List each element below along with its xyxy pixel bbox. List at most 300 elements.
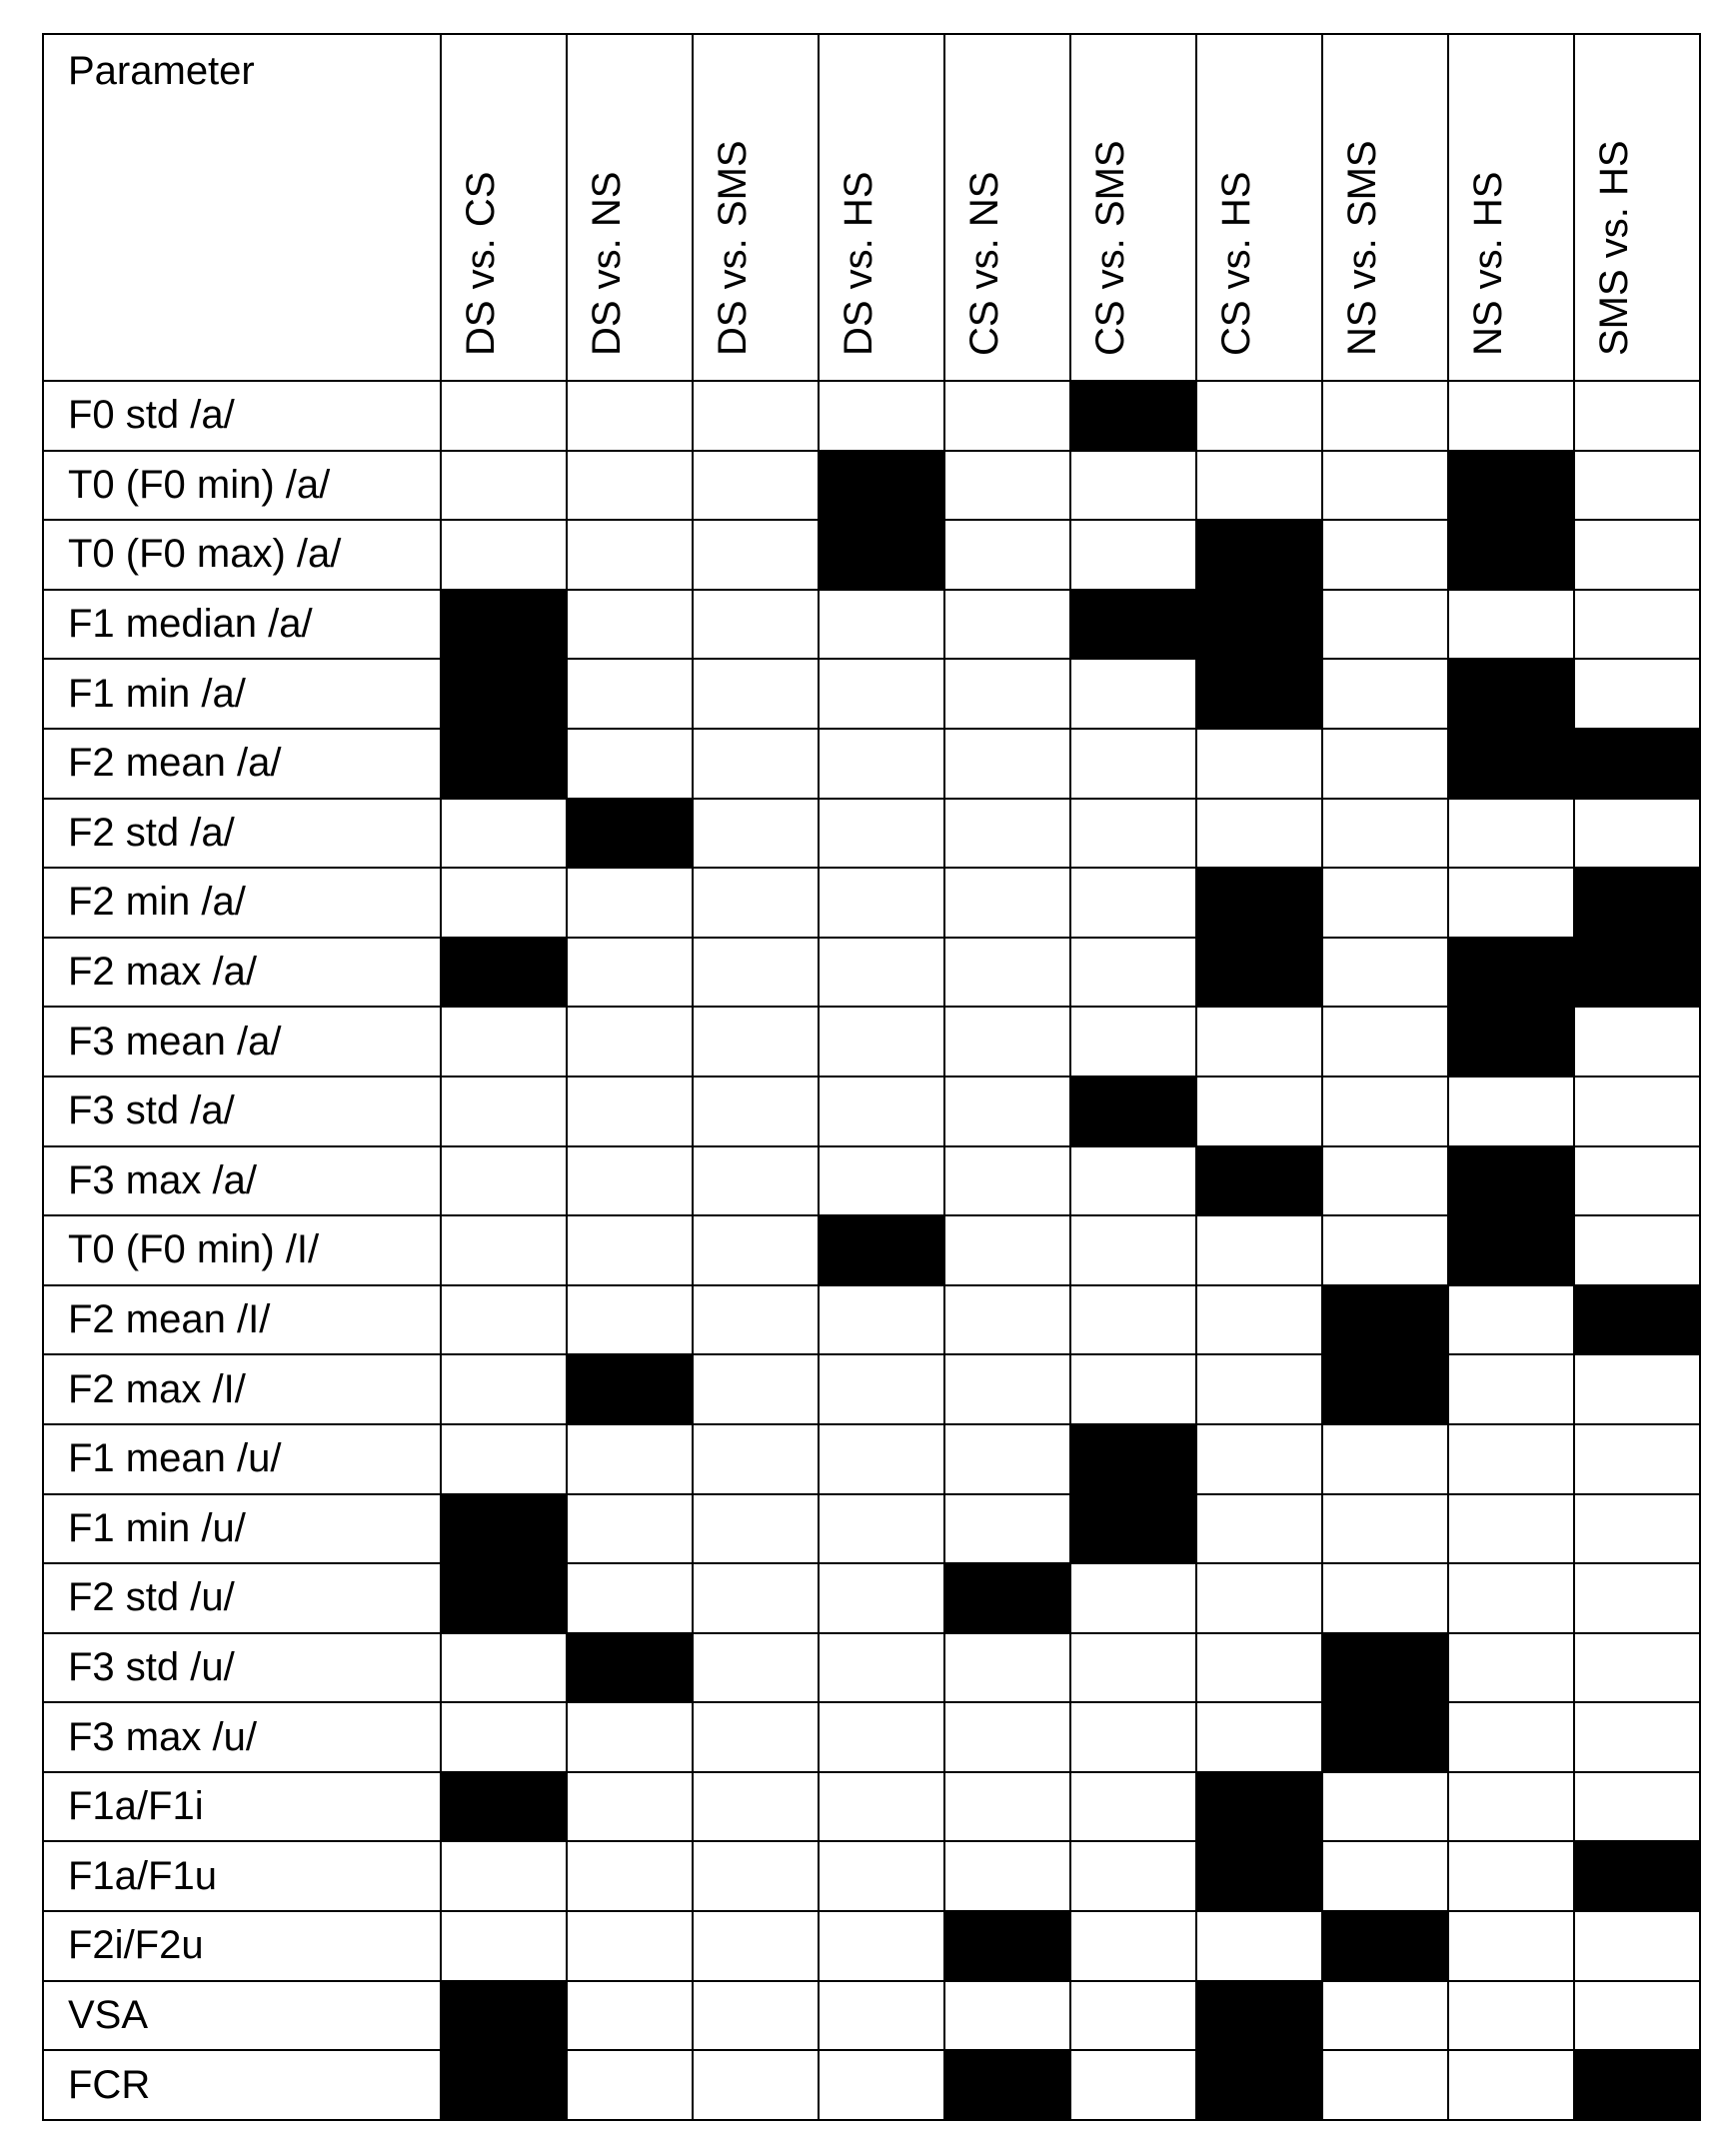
empty-cell [567,1702,693,1772]
empty-cell [1574,799,1700,869]
significant-cell [1196,938,1322,1008]
row-label: F2 mean /a/ [43,729,441,799]
table-row [43,659,1700,729]
column-header [1322,34,1448,381]
empty-cell [1574,1633,1700,1703]
empty-cell [944,1633,1070,1703]
empty-cell [693,1702,819,1772]
empty-cell [1322,1077,1448,1146]
empty-cell [1322,451,1448,521]
significant-cell [1196,1981,1322,2051]
empty-cell [693,1077,819,1146]
empty-cell [441,520,567,590]
significant-cell [441,729,567,799]
significant-cell [1322,1354,1448,1424]
empty-cell [944,1354,1070,1424]
significant-cell [1322,1702,1448,1772]
parameter-header: Parameter [43,34,441,381]
row-label: F2 mean /I/ [43,1285,441,1355]
significant-cell [1574,938,1700,1008]
empty-cell [819,1007,944,1077]
empty-cell [944,1077,1070,1146]
empty-cell [1070,1285,1196,1355]
empty-cell [441,1702,567,1772]
empty-cell [1448,1354,1574,1424]
empty-cell [1322,2050,1448,2120]
empty-cell [1196,1215,1322,1285]
empty-cell [819,1772,944,1842]
significant-cell [944,1563,1070,1633]
table-row [43,729,1700,799]
empty-cell [1448,1494,1574,1564]
table-row [43,1772,1700,1842]
row-label: F1 median /a/ [43,590,441,660]
empty-cell [441,1424,567,1494]
significant-cell [1322,1285,1448,1355]
empty-cell [693,1354,819,1424]
empty-cell [1322,868,1448,938]
empty-cell [1196,1702,1322,1772]
empty-cell [693,1424,819,1494]
empty-cell [1448,1563,1574,1633]
empty-cell [441,1911,567,1981]
significant-cell [1448,1215,1574,1285]
significant-cell [1448,451,1574,521]
row-label: F1a/F1i [43,1772,441,1842]
column-header [693,34,819,381]
empty-cell [1574,1981,1700,2051]
table-row [43,1354,1700,1424]
empty-cell [567,1563,693,1633]
empty-cell [1070,868,1196,938]
empty-cell [567,1911,693,1981]
column-header-label: CS vs. NS [962,171,1006,356]
row-label: F3 max /a/ [43,1146,441,1216]
empty-cell [1196,1354,1322,1424]
significant-cell [441,1563,567,1633]
row-label: F2 min /a/ [43,868,441,938]
empty-cell [1196,381,1322,451]
significant-cell [1322,1911,1448,1981]
empty-cell [1322,1007,1448,1077]
empty-cell [1322,1146,1448,1216]
empty-cell [944,659,1070,729]
significant-cell [1196,590,1322,660]
empty-cell [441,381,567,451]
empty-cell [1448,1981,1574,2051]
empty-cell [1196,1494,1322,1564]
significant-cell [1574,729,1700,799]
empty-cell [1574,1494,1700,1564]
empty-cell [944,1285,1070,1355]
empty-cell [693,1285,819,1355]
empty-cell [944,1215,1070,1285]
empty-cell [1574,451,1700,521]
column-header-label: DS vs. SMS [711,140,755,356]
empty-cell [1196,1424,1322,1494]
empty-cell [1448,1911,1574,1981]
row-label: F2 std /a/ [43,799,441,869]
empty-cell [1574,659,1700,729]
empty-cell [1448,590,1574,660]
empty-cell [1574,1215,1700,1285]
column-header-label: CS vs. HS [1214,171,1258,356]
table-row [43,938,1700,1008]
column-header-label: CS vs. SMS [1088,140,1132,356]
empty-cell [567,659,693,729]
empty-cell [567,729,693,799]
empty-cell [819,1702,944,1772]
significant-cell [1196,2050,1322,2120]
empty-cell [819,1841,944,1911]
column-header [819,34,944,381]
empty-cell [944,1424,1070,1494]
significant-cell [1574,1285,1700,1355]
column-header-label: DS vs. NS [585,171,629,356]
empty-cell [693,1146,819,1216]
empty-cell [1322,1841,1448,1911]
significant-cell [1574,1841,1700,1911]
empty-cell [1448,1841,1574,1911]
significant-cell [1448,659,1574,729]
empty-cell [819,868,944,938]
empty-cell [693,381,819,451]
significant-cell [441,659,567,729]
table-row [43,1702,1700,1772]
significant-cell [1574,868,1700,938]
empty-cell [693,1215,819,1285]
empty-cell [819,2050,944,2120]
column-header [1070,34,1196,381]
column-header [944,34,1070,381]
row-label: F0 std /a/ [43,381,441,451]
empty-cell [1070,451,1196,521]
significant-cell [1448,729,1574,799]
empty-cell [1322,799,1448,869]
significant-cell [1448,938,1574,1008]
table-row [43,2050,1700,2120]
empty-cell [693,1494,819,1564]
row-label: T0 (F0 min) /I/ [43,1215,441,1285]
table-row [43,1285,1700,1355]
significant-cell [1070,1494,1196,1564]
table-row [43,1633,1700,1703]
empty-cell [1322,938,1448,1008]
significant-cell [567,1354,693,1424]
empty-cell [819,1354,944,1424]
column-header-label: NS vs. HS [1466,171,1510,356]
row-label: F2 max /a/ [43,938,441,1008]
table-row [43,1494,1700,1564]
empty-cell [944,938,1070,1008]
empty-cell [567,451,693,521]
significant-cell [441,590,567,660]
table-row [43,1146,1700,1216]
empty-cell [819,1563,944,1633]
empty-cell [693,729,819,799]
empty-cell [1322,590,1448,660]
significant-cell [1070,590,1196,660]
empty-cell [944,1007,1070,1077]
empty-cell [567,1494,693,1564]
empty-cell [567,381,693,451]
empty-cell [567,1077,693,1146]
significant-cell [819,520,944,590]
empty-cell [1448,1772,1574,1842]
empty-cell [1448,381,1574,451]
row-label: F3 max /u/ [43,1702,441,1772]
significant-cell [819,451,944,521]
row-label: F3 std /a/ [43,1077,441,1146]
row-label: F1a/F1u [43,1841,441,1911]
empty-cell [1322,1563,1448,1633]
empty-cell [944,1772,1070,1842]
empty-cell [1196,1077,1322,1146]
table-row [43,1563,1700,1633]
empty-cell [1070,1146,1196,1216]
empty-cell [567,1841,693,1911]
empty-cell [1574,590,1700,660]
empty-cell [1070,2050,1196,2120]
column-header-label: NS vs. SMS [1340,140,1384,356]
significant-cell [1322,1633,1448,1703]
empty-cell [1574,381,1700,451]
empty-cell [944,451,1070,521]
significant-cell [1196,1146,1322,1216]
significant-cell [1070,1077,1196,1146]
empty-cell [1448,799,1574,869]
significant-cell [944,2050,1070,2120]
table-row [43,1424,1700,1494]
empty-cell [1574,1007,1700,1077]
empty-cell [441,1633,567,1703]
row-label: F2i/F2u [43,1911,441,1981]
empty-cell [944,1841,1070,1911]
significant-cell [1448,1146,1574,1216]
empty-cell [944,1494,1070,1564]
table-row [43,1981,1700,2051]
empty-cell [1070,938,1196,1008]
table-row [43,1911,1700,1981]
empty-cell [819,1633,944,1703]
empty-cell [819,381,944,451]
empty-cell [693,2050,819,2120]
empty-cell [1322,1494,1448,1564]
empty-cell [1574,1077,1700,1146]
row-label: F3 std /u/ [43,1633,441,1703]
empty-cell [1196,1007,1322,1077]
column-header [441,34,567,381]
empty-cell [819,1911,944,1981]
empty-cell [567,1981,693,2051]
significant-cell [567,1633,693,1703]
significant-cell [1448,520,1574,590]
empty-cell [819,799,944,869]
significant-cell [441,1981,567,2051]
empty-cell [1196,729,1322,799]
row-label: F1 mean /u/ [43,1424,441,1494]
empty-cell [944,799,1070,869]
row-label: F3 mean /a/ [43,1007,441,1077]
empty-cell [944,868,1070,938]
significant-cell [1196,659,1322,729]
column-header-label: DS vs. HS [837,171,880,356]
significant-cell [1196,1772,1322,1842]
empty-cell [441,451,567,521]
empty-cell [1070,659,1196,729]
empty-cell [1448,1424,1574,1494]
significant-cell [441,1494,567,1564]
empty-cell [1070,1702,1196,1772]
empty-cell [693,520,819,590]
table-row [43,451,1700,521]
empty-cell [819,1424,944,1494]
empty-cell [944,729,1070,799]
empty-cell [819,1077,944,1146]
empty-cell [1196,451,1322,521]
significant-cell [944,1911,1070,1981]
empty-cell [693,659,819,729]
table-row [43,799,1700,869]
empty-cell [441,1215,567,1285]
table-row [43,868,1700,938]
significant-cell [567,799,693,869]
empty-cell [567,868,693,938]
empty-cell [1322,1215,1448,1285]
empty-cell [693,1981,819,2051]
empty-cell [1322,1981,1448,2051]
table-row [43,1007,1700,1077]
empty-cell [1070,1772,1196,1842]
empty-cell [1070,520,1196,590]
table-row [43,1215,1700,1285]
empty-cell [944,520,1070,590]
row-label: T0 (F0 max) /a/ [43,520,441,590]
empty-cell [1070,1563,1196,1633]
empty-cell [1070,799,1196,869]
empty-cell [819,729,944,799]
row-label: F2 max /I/ [43,1354,441,1424]
row-label: F1 min /a/ [43,659,441,729]
empty-cell [567,1772,693,1842]
empty-cell [1070,1007,1196,1077]
empty-cell [819,659,944,729]
empty-cell [1322,1424,1448,1494]
empty-cell [567,2050,693,2120]
empty-cell [1322,1772,1448,1842]
empty-cell [1196,1563,1322,1633]
empty-cell [819,1285,944,1355]
empty-cell [567,1146,693,1216]
empty-cell [1070,1981,1196,2051]
empty-cell [1574,1146,1700,1216]
table-row [43,520,1700,590]
row-label: F2 std /u/ [43,1563,441,1633]
empty-cell [1448,1633,1574,1703]
header-row [43,34,1700,381]
empty-cell [441,1077,567,1146]
empty-cell [693,1007,819,1077]
empty-cell [567,520,693,590]
table-row [43,1841,1700,1911]
empty-cell [944,1702,1070,1772]
empty-cell [944,590,1070,660]
empty-cell [1196,1911,1322,1981]
column-header [1448,34,1574,381]
empty-cell [819,1494,944,1564]
empty-cell [1448,1285,1574,1355]
table-row [43,1077,1700,1146]
empty-cell [819,1981,944,2051]
table-body [43,381,1700,2120]
column-header [1196,34,1322,381]
empty-cell [693,1563,819,1633]
empty-cell [693,1633,819,1703]
empty-cell [693,451,819,521]
column-header-label: SMS vs. HS [1592,140,1636,356]
empty-cell [1574,520,1700,590]
empty-cell [441,1354,567,1424]
empty-cell [944,381,1070,451]
column-header-label: DS vs. CS [459,171,503,356]
empty-cell [1322,659,1448,729]
empty-cell [441,1285,567,1355]
significant-cell [441,2050,567,2120]
empty-cell [1574,1563,1700,1633]
empty-cell [693,1911,819,1981]
empty-cell [441,868,567,938]
empty-cell [567,1424,693,1494]
empty-cell [567,1285,693,1355]
significant-cell [441,1772,567,1842]
empty-cell [693,1772,819,1842]
empty-cell [567,1007,693,1077]
empty-cell [1448,1702,1574,1772]
significant-cell [1448,1007,1574,1077]
empty-cell [567,590,693,660]
significant-cell [819,1215,944,1285]
empty-cell [1070,1841,1196,1911]
row-label: FCR [43,2050,441,2120]
empty-cell [567,938,693,1008]
empty-cell [1070,1911,1196,1981]
empty-cell [1448,868,1574,938]
empty-cell [819,1146,944,1216]
empty-cell [1574,1772,1700,1842]
empty-cell [441,1146,567,1216]
empty-cell [1574,1424,1700,1494]
empty-cell [693,799,819,869]
row-label: T0 (F0 min) /a/ [43,451,441,521]
empty-cell [693,868,819,938]
empty-cell [1574,1354,1700,1424]
empty-cell [441,799,567,869]
significant-cell [441,938,567,1008]
empty-cell [1574,1911,1700,1981]
empty-cell [1322,381,1448,451]
empty-cell [693,1841,819,1911]
empty-cell [1196,1285,1322,1355]
significance-matrix-table [42,33,1701,2121]
empty-cell [441,1841,567,1911]
empty-cell [1574,1702,1700,1772]
empty-cell [567,1215,693,1285]
table-row [43,590,1700,660]
empty-cell [819,938,944,1008]
empty-cell [1196,1633,1322,1703]
row-label: F1 min /u/ [43,1494,441,1564]
column-header [567,34,693,381]
